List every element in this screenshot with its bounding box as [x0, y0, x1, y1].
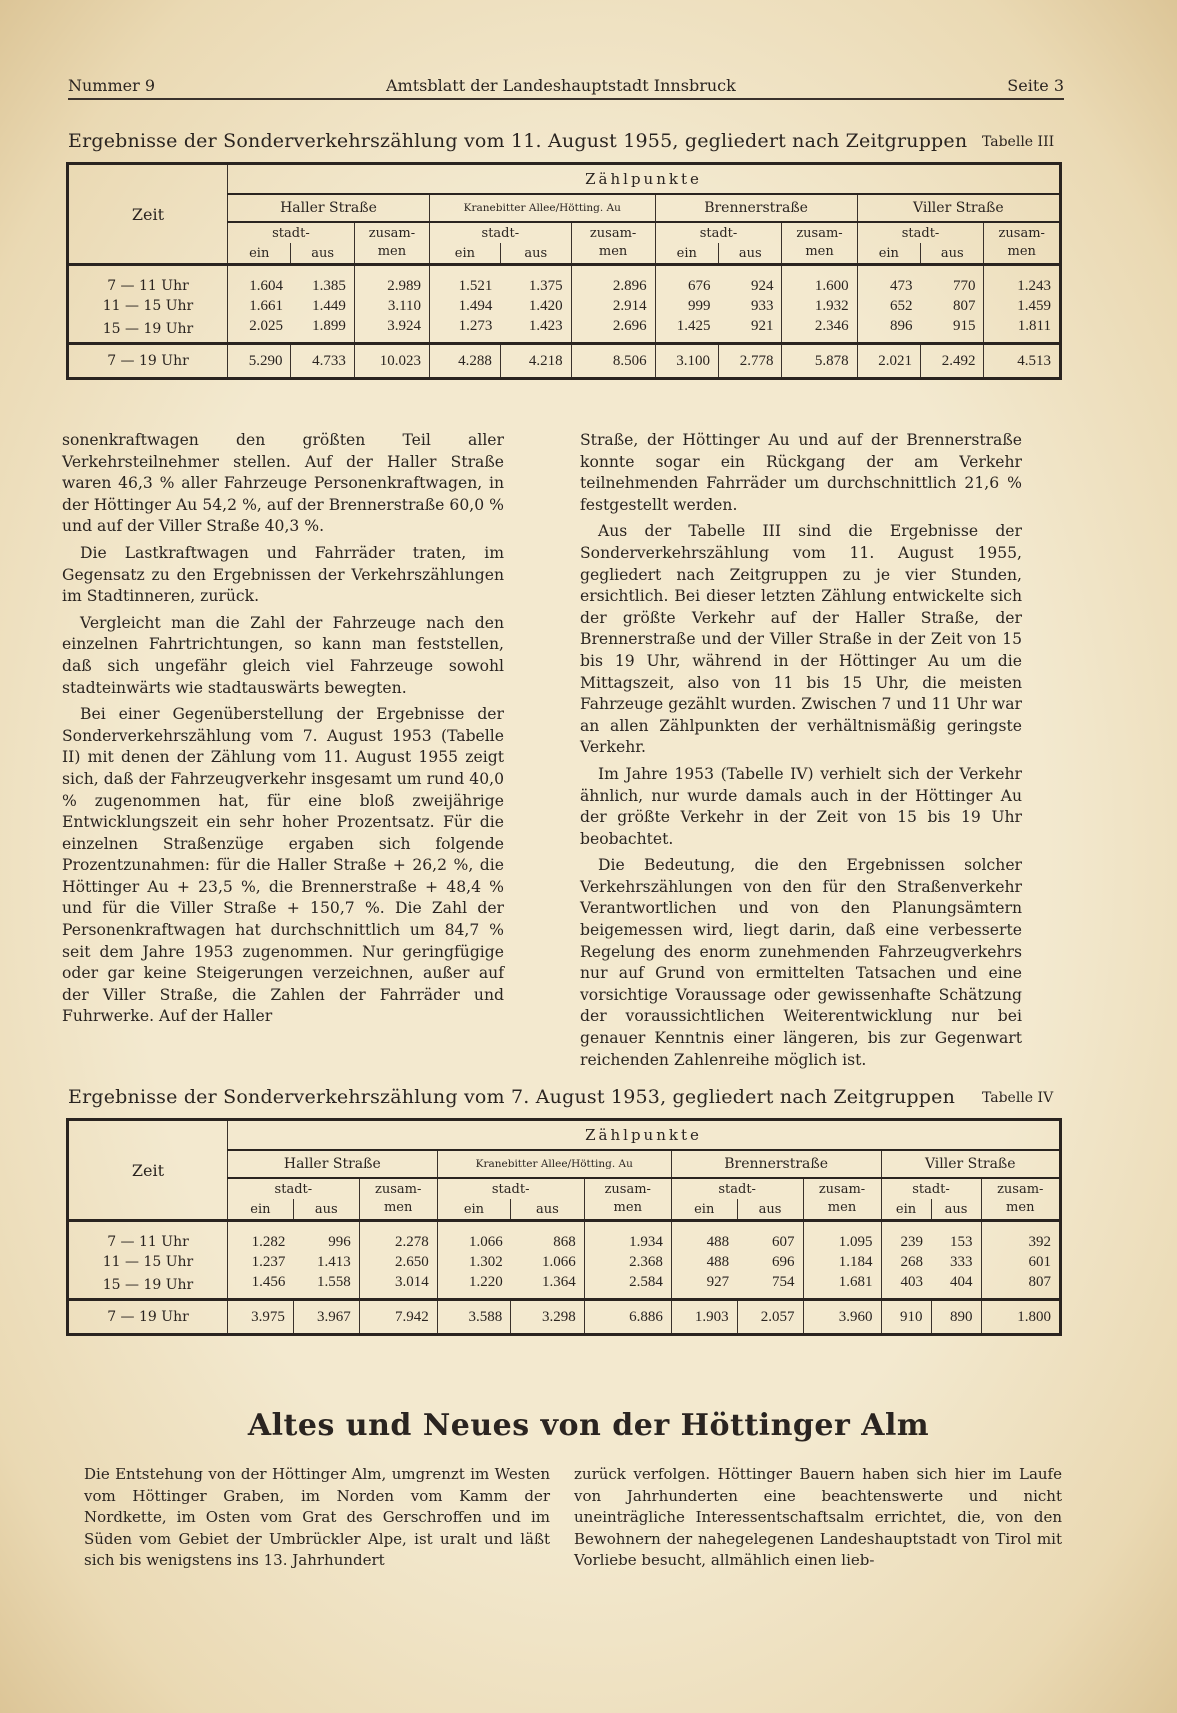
value-cell: 1.934 — [584, 1221, 671, 1253]
value-cell: 1.420 — [528, 297, 563, 314]
table3-title: Ergebnisse der Sonderverkehrszählung vom 11. August 1955, gegliedert nach Zeitgruppen — [68, 130, 968, 152]
value-cell: 807 — [981, 1272, 1061, 1300]
value-cell: 488 — [671, 1252, 737, 1272]
value-cell: 652 — [857, 296, 920, 316]
stadt-header: stadt- — [655, 222, 782, 243]
value-cell: 754 — [772, 1273, 795, 1290]
zeit-header: Zeit — [131, 1160, 165, 1180]
value-cell: 1.385 — [291, 265, 354, 297]
aus-header: aus — [291, 243, 354, 265]
total-cell: 3.298 — [511, 1300, 585, 1335]
value-cell: 607 — [737, 1221, 803, 1253]
time-cell: 15 — 19 Uhr — [102, 321, 194, 337]
value-cell: 1.413 — [316, 1253, 351, 1270]
value-cell: 1.282 — [228, 1221, 294, 1253]
ein-header: ein — [228, 243, 291, 265]
total-cell: 4.513 — [984, 344, 1061, 379]
zusammen-line1: zusam- — [368, 226, 416, 241]
total-cell: 3.100 — [655, 344, 718, 379]
street-header: Brennerstraße — [671, 1150, 881, 1178]
table-row — [68, 296, 1061, 316]
stadt-header: stadt- — [228, 222, 355, 243]
value-cell: 1.661 — [228, 296, 291, 316]
value-cell: 473 — [857, 265, 920, 297]
total-cell: 2.057 — [737, 1300, 803, 1335]
value-cell: 2.696 — [571, 316, 655, 344]
article-paragraph: Die Entstehung von der Höttinger Alm, umgrenzt im Westen vom Höttinger Graben, im Norden vom Kamm der Nordkette, im Osten vom Grat des Gerschroffen und im Süden vom Gebiet der Umbrückler Alpe, ist uralt und läßt sich bis wenigstens ins 13. Jahrhundert — [84, 1465, 550, 1570]
value-cell: 696 — [772, 1253, 795, 1270]
value-cell: 1.456 — [228, 1272, 294, 1300]
street-header: Haller Straße — [228, 1150, 438, 1178]
zaehlpunkte-header: Zählpunkte — [228, 1120, 1061, 1151]
text-column-left — [62, 430, 504, 1033]
value-cell: 3.924 — [354, 316, 429, 344]
value-cell: 2.989 — [354, 265, 429, 297]
value-cell: 1.302 — [437, 1252, 511, 1272]
zeit-header: Zeit — [131, 204, 165, 224]
time-cell: 7 — 11 Uhr — [68, 265, 228, 297]
value-cell: 924 — [719, 265, 782, 297]
zusammen-header — [584, 1178, 671, 1221]
time-cell: 7 — 19 Uhr — [68, 1300, 228, 1335]
value-cell: 1.459 — [984, 296, 1061, 316]
time-cell: 15 — 19 Uhr — [102, 1277, 194, 1293]
table-row — [68, 1252, 1061, 1272]
value-cell: 1.095 — [803, 1221, 881, 1253]
paragraph: Die Lastkraftwagen und Fahrräder traten, im Gegensatz zu den Ergebnissen der Verkehrszählungen im Stadtinneren, zurück. — [62, 543, 504, 606]
article-title: Altes und Neues von der Höttinger Alm — [247, 1408, 930, 1443]
zusammen-line2: men — [1006, 1200, 1035, 1215]
total-cell: 890 — [931, 1300, 981, 1335]
total-cell: 3.588 — [437, 1300, 511, 1335]
ein-header: ein — [430, 243, 501, 265]
table-row — [68, 1221, 1061, 1253]
value-cell: 1.375 — [500, 265, 571, 297]
total-cell: 2.778 — [719, 344, 782, 379]
value-cell: 1.932 — [782, 296, 857, 316]
paragraph: sonenkraftwagen den größten Teil aller Verkehrsteilnehmer stellen. Auf der Haller Straße waren 46,3 % aller Fahrzeuge Personenkraftwagen, in der Höttinger Au 54,2 %, auf der Brennerstraße 60,0 % und auf der Viller Straße 40,3 %. — [62, 431, 504, 536]
total-cell: 2.492 — [921, 344, 984, 379]
time-cell: 11 — 15 Uhr — [102, 298, 194, 314]
value-cell: 268 — [881, 1252, 931, 1272]
value-cell: 1.681 — [803, 1272, 881, 1300]
stadt-header: stadt- — [437, 1178, 584, 1199]
value-cell: 2.278 — [359, 1221, 437, 1253]
paragraph: Bei einer Gegenüberstellung der Ergebnisse der Sonderverkehrszählung vom 7. August 1953 (Tabelle II) mit denen der Zählung vom 11. August 1955 zeigt sich, daß der Fahrzeugverkehr insgesamt um rund 40,0 % zugenommen hat, für eine bloß zweijährige Entwicklungszeit ein sehr hoher Prozentsatz. Für die einzelnen Straßenzüge ergaben sich folgende Prozentzunahmen: für die Haller Straße + 26,2 %, die Höttinger Au + 23,5 %, die Brennerstraße + 48,4 % und für die Viller Straße + 150,7 %. Die Zahl der Personenkraftwagen hat durchschnittlich um 84,7 % seit dem Jahre 1953 zugenommen. Nur geringfügige oder gar keine Steigerungen verzeichnen, außer auf der Viller Straße, die Zahlen der Fahrräder und Fuhrwerke. Auf der Haller — [62, 705, 504, 1026]
time-cell: 7 — 11 Uhr — [68, 1221, 228, 1253]
paragraph: Vergleicht man die Zahl der Fahrzeuge nach den einzelnen Fahrtrichtungen, so kann man feststellen, daß sich ungefähr gleich viel Fahrzeuge sowohl stadteinwärts wie stadtauswärts bewegten. — [62, 613, 504, 697]
value-cell: 1.273 — [430, 316, 501, 344]
paragraph: Im Jahre 1953 (Tabelle IV) verhielt sich der Verkehr ähnlich, nur wurde damals auch in der Höttinger Au der größte Verkehr in der Zeit von 15 bis 19 Uhr beobachtet. — [580, 764, 1022, 848]
ein-header: ein — [437, 1199, 511, 1221]
total-row — [68, 344, 1061, 379]
aus-header: aus — [931, 1199, 981, 1221]
value-cell: 2.025 — [228, 316, 291, 344]
total-cell: 3.975 — [228, 1300, 294, 1335]
value-cell: 1.811 — [984, 316, 1061, 344]
value-cell: 676 — [655, 265, 718, 297]
value-cell: 1.449 — [312, 297, 346, 314]
total-cell: 4.733 — [291, 344, 354, 379]
article-paragraph: zurück verfolgen. Höttinger Bauern haben sich hier im Laufe von Jahrhunderten eine beachtenswerte und nicht uneinträgliche Interessentschaftsalm errichtet, die, von den Bewohnern der nahegelegenen Landeshauptstadt von Tirol mit Vorliebe besucht, allmählich einen lieb- — [574, 1465, 1062, 1570]
total-cell: 3.967 — [293, 1300, 359, 1335]
value-cell: 601 — [981, 1252, 1061, 1272]
street-header: Haller Straße — [228, 194, 430, 222]
total-row — [68, 1300, 1061, 1335]
publication-title: Amtsblatt der Landeshauptstadt Innsbruck — [386, 76, 736, 95]
time-cell: 11 — 15 Uhr — [102, 1254, 194, 1270]
stadt-header: stadt- — [857, 222, 984, 243]
value-cell: 488 — [671, 1221, 737, 1253]
value-cell: 404 — [950, 1273, 973, 1290]
zusammen-line1: zusam- — [818, 1182, 866, 1197]
zusammen-line1: zusam- — [997, 1182, 1044, 1197]
paragraph: Straße, der Höttinger Au und auf der Brennerstraße konnte sogar ein Rückgang der am Verkehr teilnehmenden Fahrräder um durchschnittlich 21,6 % festgestellt werden. — [580, 431, 1022, 514]
total-cell: 8.506 — [571, 344, 655, 379]
value-cell: 1.066 — [541, 1253, 576, 1270]
table-row — [68, 265, 1061, 297]
ein-header: ein — [228, 1199, 294, 1221]
value-cell: 3.110 — [354, 296, 429, 316]
stadt-header: stadt- — [881, 1178, 981, 1199]
value-cell: 896 — [857, 316, 920, 344]
table3-label: Tabelle III — [982, 134, 1055, 150]
total-cell: 3.960 — [803, 1300, 881, 1335]
zusammen-header — [354, 222, 429, 265]
ein-header: ein — [857, 243, 920, 265]
text-column-right — [580, 430, 1022, 1076]
aus-header: aus — [500, 243, 571, 265]
aus-header: aus — [511, 1199, 585, 1221]
zusammen-line1: zusam- — [998, 226, 1045, 241]
value-cell: 1.494 — [430, 296, 501, 316]
value-cell: 1.423 — [528, 317, 563, 334]
page-number: Seite 3 — [1007, 76, 1064, 95]
stadt-header: stadt- — [671, 1178, 803, 1199]
ein-header: ein — [881, 1199, 931, 1221]
zusammen-line1: zusam- — [796, 226, 843, 241]
total-cell: 5.878 — [782, 344, 857, 379]
value-cell: 999 — [655, 296, 718, 316]
stadt-header: stadt- — [430, 222, 572, 243]
paragraph: Aus der Tabelle III sind die Ergebnisse der Sonderverkehrszählung vom 11. August 1955, gegliedert nach Zeitgruppen zu je vier Stunden, ersichtlich. Bei dieser letzten Zählung entwickelte sich der größte Verkehr auf der Haller Straße, der Brennerstraße und der Viller Straße in der Zeit von 15 bis 19 Uhr, während in der Höttinger Au um die Mittagszeit, also von 11 bis 15 Uhr, die meisten Fahrzeuge gezählt wurden. Zwischen 7 und 11 Uhr war an allen Zählpunkten der verhältnismäßig geringste Verkehr. — [580, 522, 1022, 757]
zusammen-header — [571, 222, 655, 265]
value-cell: 1.243 — [984, 265, 1061, 297]
total-cell: 4.218 — [500, 344, 571, 379]
zusammen-line2: men — [827, 1200, 857, 1215]
value-cell: 2.368 — [584, 1252, 671, 1272]
table4-title: Ergebnisse der Sonderverkehrszählung vom 7. August 1953, gegliedert nach Zeitgruppen — [68, 1086, 956, 1108]
table-1953 — [66, 1118, 1062, 1336]
street-header: Viller Straße — [881, 1150, 1061, 1178]
zusammen-line1: zusam- — [375, 1182, 422, 1197]
total-cell: 10.023 — [354, 344, 429, 379]
value-cell: 915 — [952, 317, 976, 334]
table-1955 — [66, 162, 1062, 380]
street-header: Viller Straße — [857, 194, 1060, 222]
value-cell: 1.425 — [655, 316, 718, 344]
zusammen-header — [984, 222, 1061, 265]
stadt-header: stadt- — [228, 1178, 360, 1199]
value-cell: 392 — [981, 1221, 1061, 1253]
value-cell: 239 — [881, 1221, 931, 1253]
value-cell: 770 — [921, 265, 984, 297]
value-cell: 403 — [881, 1272, 931, 1300]
total-cell: 4.288 — [430, 344, 501, 379]
article-column-right — [574, 1464, 1062, 1577]
ein-header: ein — [671, 1199, 737, 1221]
value-cell: 1.220 — [437, 1272, 511, 1300]
value-cell: 1.558 — [316, 1273, 351, 1290]
value-cell: 807 — [952, 297, 976, 314]
value-cell: 2.896 — [571, 265, 655, 297]
zusammen-line2: men — [598, 244, 628, 259]
zusammen-header — [803, 1178, 881, 1221]
value-cell: 3.014 — [359, 1272, 437, 1300]
zusammen-line2: men — [383, 1200, 413, 1215]
table-row — [68, 1272, 1061, 1300]
zusammen-header — [981, 1178, 1061, 1221]
zusammen-header — [782, 222, 857, 265]
total-cell: 910 — [881, 1300, 931, 1335]
value-cell: 1.237 — [228, 1252, 294, 1272]
street-header: Kranebitter Allee/Hötting. Au — [437, 1150, 671, 1178]
aus-header: aus — [293, 1199, 359, 1221]
zusammen-line2: men — [377, 244, 407, 259]
value-cell: 1.521 — [430, 265, 501, 297]
zusammen-line2: men — [1007, 244, 1036, 259]
value-cell: 2.914 — [571, 296, 655, 316]
total-cell: 1.903 — [671, 1300, 737, 1335]
value-cell: 933 — [750, 297, 774, 314]
value-cell: 921 — [750, 317, 774, 334]
zusammen-header — [359, 1178, 437, 1221]
running-header — [68, 76, 1064, 100]
value-cell: 2.346 — [782, 316, 857, 344]
value-cell: 996 — [293, 1221, 359, 1253]
value-cell: 1.899 — [312, 317, 346, 334]
table4-label: Tabelle IV — [982, 1090, 1054, 1106]
street-header: Kranebitter Allee/Hötting. Au — [430, 194, 656, 222]
total-cell: 2.021 — [857, 344, 920, 379]
issue-number: Nummer 9 — [68, 76, 156, 95]
total-cell: 7.942 — [359, 1300, 437, 1335]
value-cell: 1.600 — [782, 265, 857, 297]
value-cell: 153 — [931, 1221, 981, 1253]
aus-header: aus — [719, 243, 782, 265]
total-cell: 5.290 — [228, 344, 291, 379]
value-cell: 1.066 — [437, 1221, 511, 1253]
street-header: Brennerstraße — [655, 194, 857, 222]
time-cell: 7 — 19 Uhr — [68, 344, 228, 379]
value-cell: 2.584 — [584, 1272, 671, 1300]
zusammen-line1: zusam- — [604, 1182, 651, 1197]
total-cell: 1.800 — [981, 1300, 1061, 1335]
article-column-left — [84, 1464, 550, 1577]
aus-header: aus — [921, 243, 984, 265]
total-cell: 6.886 — [584, 1300, 671, 1335]
value-cell: 2.650 — [359, 1252, 437, 1272]
paragraph: Die Bedeutung, die den Ergebnissen solcher Verkehrszählungen von den für den Straßenverkehr Verantwortlichen und von den Planungsämtern beigemessen wird, liegt darin, daß eine verbesserte Regelung des enorm zunehmenden Fahrzeugverkehrs nur auf Grund von ermittelten Tatsachen und eine vorsichtige Voraussage oder gewissenhafte Schätzung der voraussichtlichen Weiterentwicklung nur bei genauer Kenntnis einer längeren, bis zur Gegenwart reichenden Zahlenreihe möglich ist. — [580, 856, 1022, 1069]
value-cell: 1.184 — [803, 1252, 881, 1272]
zusammen-line2: men — [613, 1200, 642, 1215]
value-cell: 868 — [511, 1221, 585, 1253]
aus-header: aus — [737, 1199, 803, 1221]
table-row — [68, 316, 1061, 344]
value-cell: 1.364 — [541, 1273, 576, 1290]
zaehlpunkte-header: Zählpunkte — [228, 164, 1061, 195]
value-cell: 333 — [950, 1253, 973, 1270]
value-cell: 1.604 — [228, 265, 291, 297]
zusammen-line1: zusam- — [589, 226, 637, 241]
ein-header: ein — [655, 243, 718, 265]
value-cell: 927 — [671, 1272, 737, 1300]
zusammen-line2: men — [805, 244, 834, 259]
